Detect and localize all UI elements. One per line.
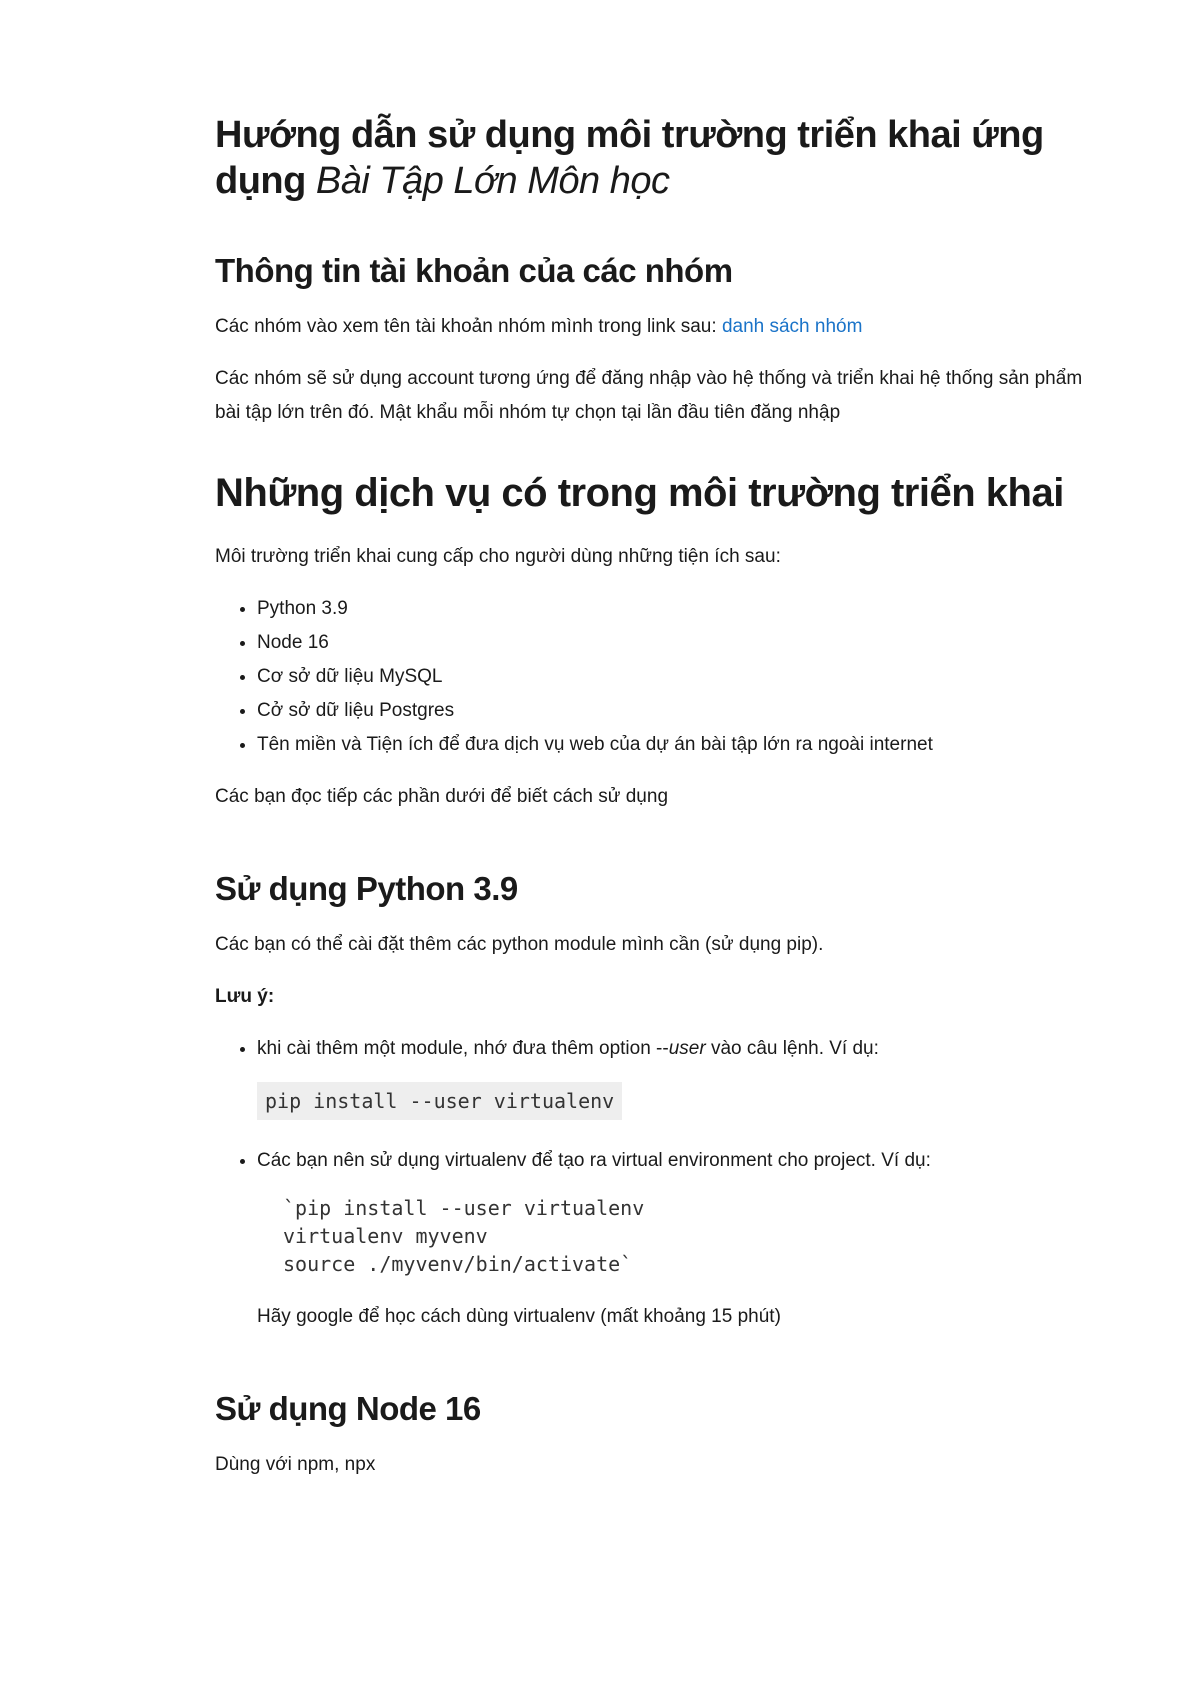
list-item: • Python 3.9 <box>257 592 1095 626</box>
note-label: Lưu ý: <box>215 986 275 1007</box>
list-item: • Tên miền và Tiện ích để đưa dịch vụ web của dự án bài tập lớn ra ngoài internet <box>257 728 1095 762</box>
spacer <box>215 832 1095 868</box>
python-paragraph: Các bạn có thể cài đặt thêm các python module mình cần (sử dụng pip). <box>215 934 824 955</box>
title-italic-text: Bài Tập Lớn Môn học <box>315 160 670 202</box>
list-item <box>257 1032 1095 1126</box>
accounts-paragraph-2: Các nhóm sẽ sử dụng account tương ứng để đăng nhập vào hệ thống và triển khai hệ thống sản phẩm bài tập lớn trên đó. Mật khẩu mỗi nhóm tự chọn tại lần đầu tiên đăng nhập <box>215 368 1083 423</box>
document-page <box>215 112 1095 1500</box>
page-title <box>215 112 1095 204</box>
accounts-heading: Thông tin tài khoản của các nhóm <box>215 252 733 289</box>
title-main-text: Hướng dẫn sử dụng môi trường triển khai ứng dụng <box>215 114 1044 202</box>
list-item: • Node 16 <box>257 626 1095 660</box>
accounts-p1-text: Các nhóm vào xem tên tài khoản nhóm mình trong link sau: <box>215 316 722 337</box>
note1-pre: khi cài thêm một module, nhớ đưa thêm option -- <box>257 1038 669 1059</box>
note1-em: user <box>668 1038 706 1059</box>
note2-text: Các bạn nên sử dụng virtualenv để tạo ra virtual environment cho project. Ví dụ: <box>257 1150 931 1171</box>
services-list <box>215 592 1095 762</box>
list-item: • Cơ sở dữ liệu MySQL <box>257 660 1095 694</box>
spacer <box>215 1352 1095 1388</box>
note1-post: vào câu lệnh. Ví dụ: <box>705 1038 879 1059</box>
node-heading: Sử dụng Node 16 <box>215 1390 481 1427</box>
code-block-virtualenv: `pip install --user virtualenv virtualenv myvenv source ./myvenv/bin/activate` <box>283 1196 645 1276</box>
list-item <box>257 1144 1095 1334</box>
node-paragraph: Dùng với npm, npx <box>215 1454 376 1475</box>
python-notes-list <box>215 1032 1095 1334</box>
list-item: • Cở sở dữ liệu Postgres <box>257 694 1095 728</box>
services-outro: Các bạn đọc tiếp các phần dưới để biết cách sử dụng <box>215 786 669 807</box>
group-list-link[interactable]: danh sách nhóm <box>721 316 863 337</box>
note2-after: Hãy google để học cách dùng virtualenv (mất khoảng 15 phút) <box>257 1306 781 1327</box>
services-intro: Môi trường triển khai cung cấp cho người dùng những tiện ích sau: <box>215 546 781 567</box>
python-heading: Sử dụng Python 3.9 <box>215 870 518 907</box>
accounts-paragraph-1 <box>215 310 1095 344</box>
code-inline-pip: pip install --user virtualenv <box>257 1082 622 1120</box>
services-heading: Những dịch vụ có trong môi trường triển khai <box>215 471 1064 515</box>
